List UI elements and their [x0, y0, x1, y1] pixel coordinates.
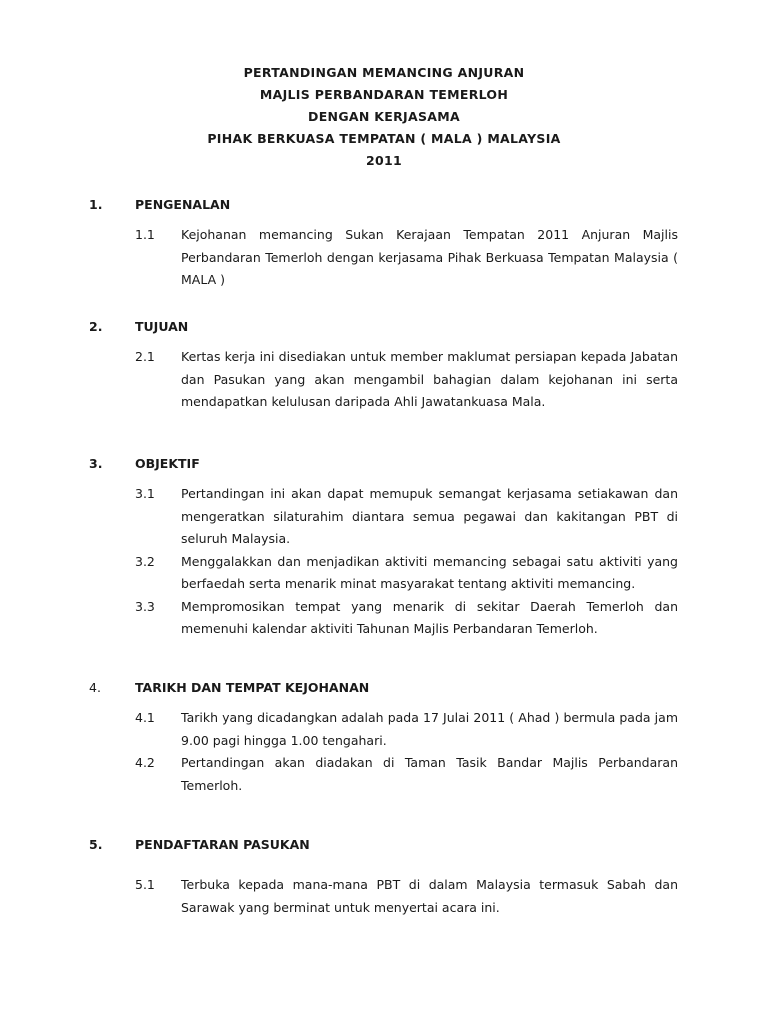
- list-item: [0, 483, 768, 551]
- item-number: 5.1: [135, 877, 155, 892]
- item-text: Tarikh yang dicadangkan adalah pada 17 Julai 2011 ( Ahad ) bermula pada jam 9.00 pagi hingga 1.00 tengahari.: [181, 710, 678, 748]
- item-text: Pertandingan akan diadakan di Taman Tasik Bandar Majlis Perbandaran Temerloh.: [181, 755, 678, 793]
- section-number: 5.: [89, 837, 103, 852]
- list-item: [0, 551, 768, 596]
- section-pengenalan: [0, 194, 768, 292]
- section-title: TARIKH DAN TEMPAT KEJOHANAN: [135, 680, 370, 695]
- item-text: Terbuka kepada mana-mana PBT di dalam Malaysia termasuk Sabah dan Sarawak yang berminat untuk menyertai acara ini.: [181, 877, 678, 915]
- item-number: 3.1: [135, 486, 155, 501]
- section-tarikh-tempat: [0, 677, 768, 797]
- list-item: [0, 752, 768, 797]
- section-objektif: [0, 453, 768, 641]
- section-heading: [0, 677, 768, 699]
- section-number: 3.: [89, 456, 103, 471]
- title-line: MAJLIS PERBANDARAN TEMERLOH: [259, 87, 509, 102]
- list-item: [0, 874, 768, 919]
- section-title: PENGENALAN: [135, 197, 231, 212]
- title-line: 2011: [366, 153, 402, 168]
- section-number: 2.: [89, 319, 103, 334]
- section-pendaftaran: [0, 834, 768, 919]
- item-text: Pertandingan ini akan dapat memupuk semangat kerjasama setiakawan dan mengeratkan silaturahim diantara semua pegawai dan kakitangan PBT di seluruh Malaysia.: [181, 486, 678, 546]
- title-line: PIHAK BERKUASA TEMPATAN ( MALA ) MALAYSIA: [207, 131, 561, 146]
- list-item: [0, 224, 768, 292]
- section-heading: [0, 834, 768, 856]
- item-number: 4.1: [135, 710, 155, 725]
- section-heading: [0, 194, 768, 216]
- title-line: PERTANDINGAN MEMANCING ANJURAN: [243, 65, 525, 80]
- item-number: 3.2: [135, 553, 155, 569]
- item-text: Kertas kerja ini disediakan untuk member maklumat persiapan kepada Jabatan dan Pasukan yang akan mengambil bahagian dalam kejohanan ini serta mendapatkan kelulusan daripada Ahli Jawatankuasa Mala.: [181, 349, 678, 409]
- item-text: Kejohanan memancing Sukan Kerajaan Tempatan 2011 Anjuran Majlis Perbandaran Temerloh dengan kerjasama Pihak Berkuasa Tempatan Malaysia ( MALA ): [181, 227, 678, 287]
- section-number: 4.: [89, 680, 101, 695]
- item-text: Menggalakkan dan menjadikan aktiviti memancing sebagai satu aktiviti yang berfaedah serta menarik minat masyarakat tentang aktiviti memancing.: [181, 553, 678, 591]
- section-number: 1.: [89, 197, 103, 212]
- section-title: PENDAFTARAN PASUKAN: [135, 837, 310, 852]
- list-item: [0, 707, 768, 752]
- title-line: DENGAN KERJASAMA: [308, 109, 460, 124]
- item-number: 4.2: [135, 755, 155, 770]
- section-heading: [0, 316, 768, 338]
- item-text: Mempromosikan tempat yang menarik di sekitar Daerah Temerloh dan memenuhi kalendar aktiviti Tahunan Majlis Perbandaran Temerloh.: [181, 598, 678, 636]
- section-tujuan: [0, 316, 768, 414]
- section-title: OBJEKTIF: [135, 456, 200, 471]
- document-title: [0, 62, 768, 172]
- item-number: 1.1: [135, 227, 155, 242]
- section-heading: [0, 453, 768, 475]
- list-item: [0, 596, 768, 641]
- section-title: TUJUAN: [135, 319, 189, 334]
- item-number: 3.3: [135, 598, 155, 614]
- list-item: [0, 346, 768, 414]
- item-number: 2.1: [135, 349, 155, 364]
